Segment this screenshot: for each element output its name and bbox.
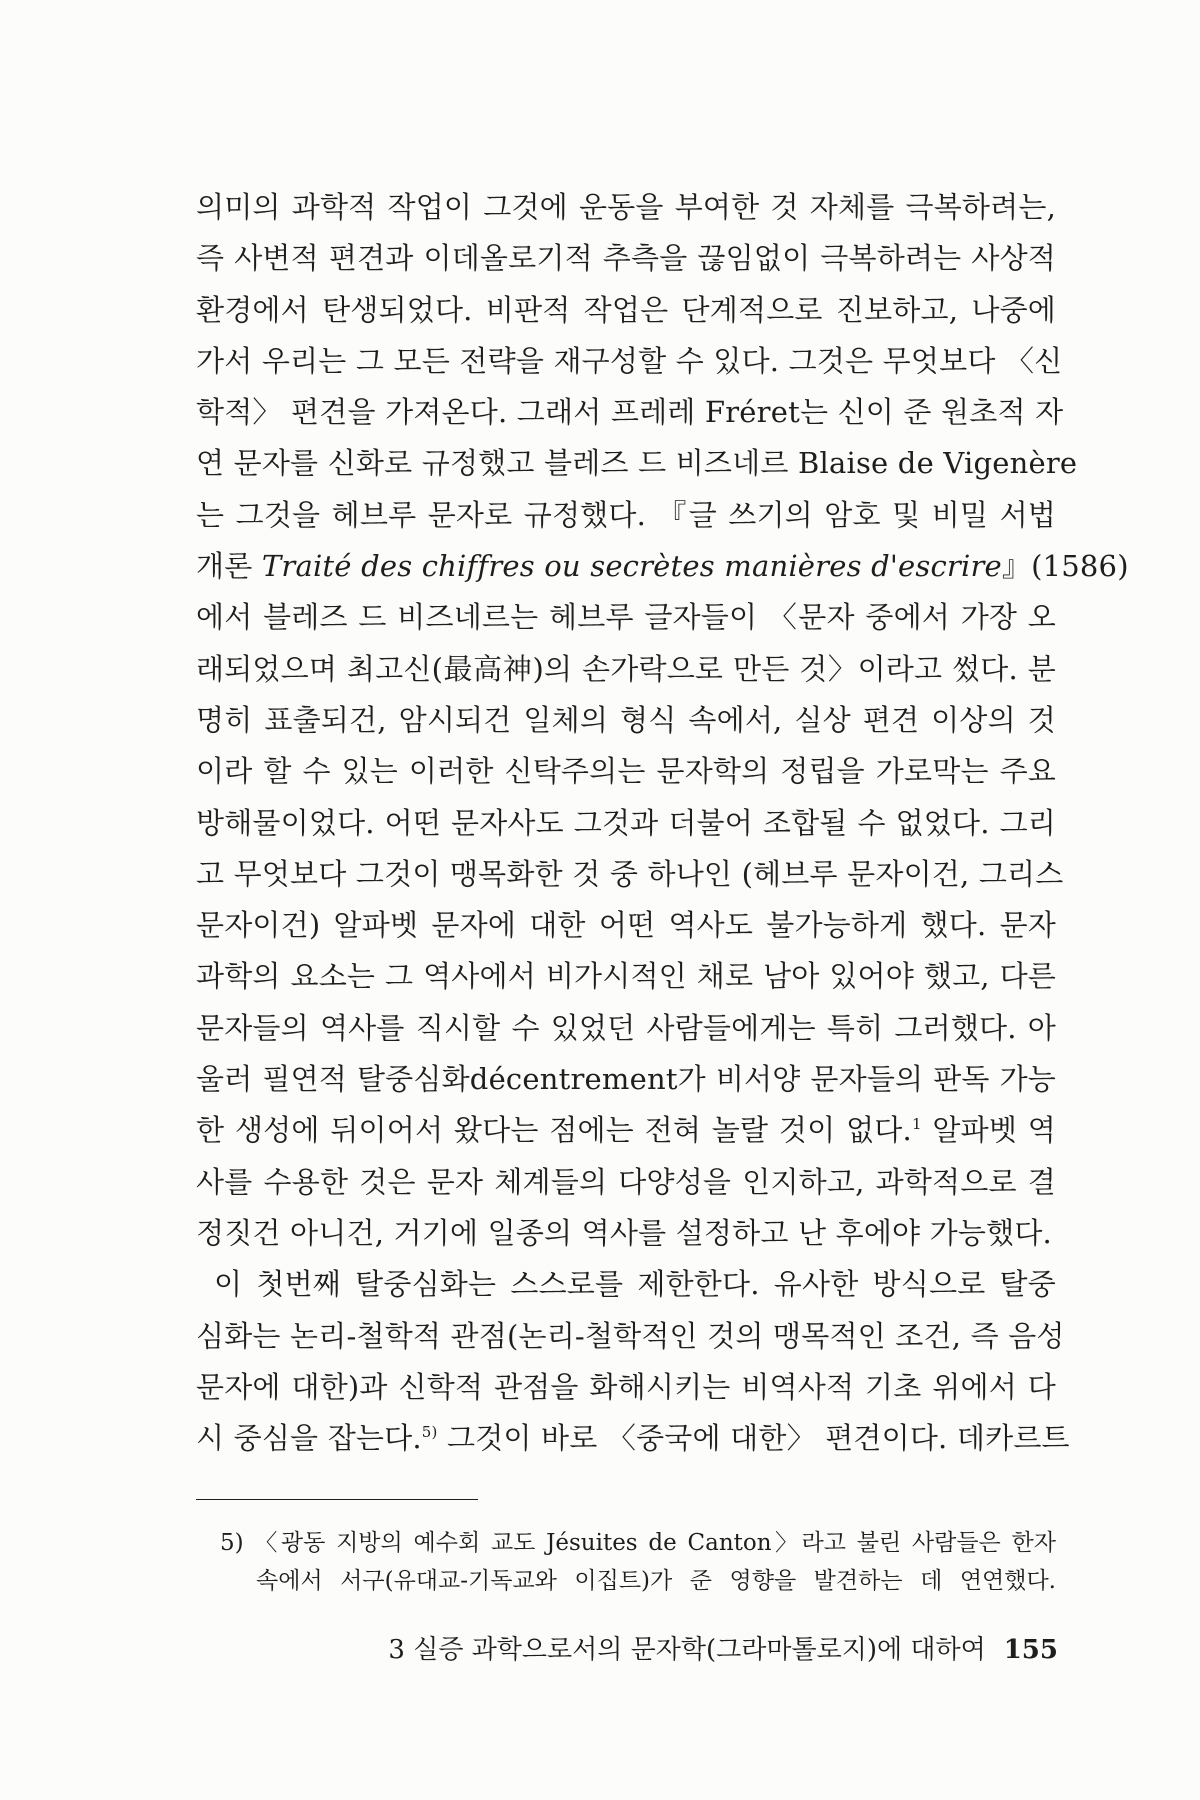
text-line-with-note-ref	[196, 1105, 1056, 1156]
text-fragment: 시 중심을 잡는다.	[196, 1421, 422, 1456]
note-reference: 5)	[421, 1423, 438, 1442]
body-text	[196, 182, 1129, 1464]
text-line: 명히 표출되건, 암시되건 일체의 형식 속에서, 실상 편견 이상의 것	[196, 702, 1056, 737]
text-line: 울러 필연적 탈중심화décentrement가 비서양 문자들의 판독 가능	[196, 1062, 1056, 1097]
paragraph-end-line: 정짓건 아니건, 거기에 일종의 역사를 설정하고 난 후에야 가능했다.	[196, 1215, 1052, 1250]
text-line: 는 그것을 헤브루 문자로 규정했다. 『글 쓰기의 암호 및 비밀 서법	[196, 497, 1056, 532]
text-line: 고 무엇보다 그것이 맹목화한 것 중 하나인 (헤브루 문자이건, 그리스	[196, 856, 1064, 891]
text-line: 의미의 과학적 작업이 그것에 운동을 부여한 것 자체를 극복하려는,	[196, 190, 1056, 224]
text-line: 문자이건) 알파벳 문자에 대한 어떤 역사도 불가능하게 했다. 문자	[196, 908, 1056, 943]
text-line: 연 문자를 신화로 규정했고 블레즈 드 비즈네르 Blaise de Vigenère	[196, 446, 1078, 481]
text-line: 과학의 요소는 그 역사에서 비가시적인 채로 남아 있어야 했고, 다른	[196, 959, 1056, 994]
footnote	[220, 1524, 1056, 1600]
text-line: 래되었으며 최고신(最高神)의 손가락으로 만든 것〉이라고 썼다. 분	[196, 651, 1056, 686]
book-title-italic: Traité des chiffres ou secrètes manières d'escrire	[261, 549, 1002, 584]
running-footer	[388, 1629, 1058, 1666]
footnote-divider	[196, 1499, 478, 1500]
text-line: 즉 사변적 편견과 이데올로기적 추측을 끊임없이 극복하려는 사상적	[196, 241, 1056, 276]
text-line: 문자들의 역사를 직시할 수 있었던 사람들에게는 특히 그러했다. 아	[196, 1010, 1056, 1045]
text-line: 심화는 논리-철학적 관점(논리-철학적인 것의 맹목적인 조건, 즉 음성	[196, 1318, 1065, 1353]
text-fragment: 한 생성에 뒤이어서 왔다는 점에는 전혀 놀랄 것이 없다.	[196, 1113, 912, 1148]
text-fragment: 개론	[196, 549, 262, 584]
note-reference: 1	[911, 1115, 922, 1134]
text-line: 에서 블레즈 드 비즈네르는 헤브루 글자들이 〈문자 중에서 가장 오	[196, 600, 1056, 635]
text-fragment: 』(1586)	[1001, 549, 1129, 584]
text-line-book-title	[196, 541, 1129, 592]
text-fragment: 알파벳 역	[921, 1113, 1056, 1148]
text-line: 이라 할 수 있는 이러한 신탁주의는 문자학의 정립을 가로막는 주요	[196, 754, 1056, 789]
footnote-line: 속에서 서구(유대교-기독교와 이집트)가 준 영향을 발견하는 데 연연했다.	[256, 1568, 1056, 1594]
chapter-title: 3 실증 과학으로서의 문자학(그라마톨로지)에 대하여	[388, 1635, 986, 1665]
text-line: 가서 우리는 그 모든 전략을 재구성할 수 있다. 그것은 무엇보다 〈신	[196, 343, 1063, 378]
text-line: 문자에 대한)과 신학적 관점을 화해시키는 비역사적 기초 위에서 다	[196, 1369, 1056, 1404]
text-line: 사를 수용한 것은 문자 체계들의 다양성을 인지하고, 과학적으로 결	[196, 1164, 1056, 1199]
footnote-line: 5) 〈광동 지방의 예수회 교도 Jésuites de Canton〉라고 불린 사람들은 한자	[220, 1530, 1056, 1556]
page-number: 155	[1003, 1635, 1058, 1665]
text-line: 학적〉 편견을 가져온다. 그래서 프레레 Fréret는 신이 준 원초적 자	[196, 395, 1064, 430]
text-line-with-note-ref	[196, 1413, 1070, 1464]
text-fragment: 그것이 바로 〈중국에 대한〉 편견이다. 데카르트	[437, 1421, 1070, 1456]
paragraph-start-line: 이 첫번째 탈중심화는 스스로를 제한한다. 유사한 방식으로 탈중	[214, 1267, 1056, 1302]
text-line: 방해물이었다. 어떤 문자사도 그것과 더불어 조합될 수 없었다. 그리	[196, 805, 1056, 840]
text-line: 환경에서 탄생되었다. 비판적 작업은 단계적으로 진보하고, 나중에	[196, 292, 1056, 327]
